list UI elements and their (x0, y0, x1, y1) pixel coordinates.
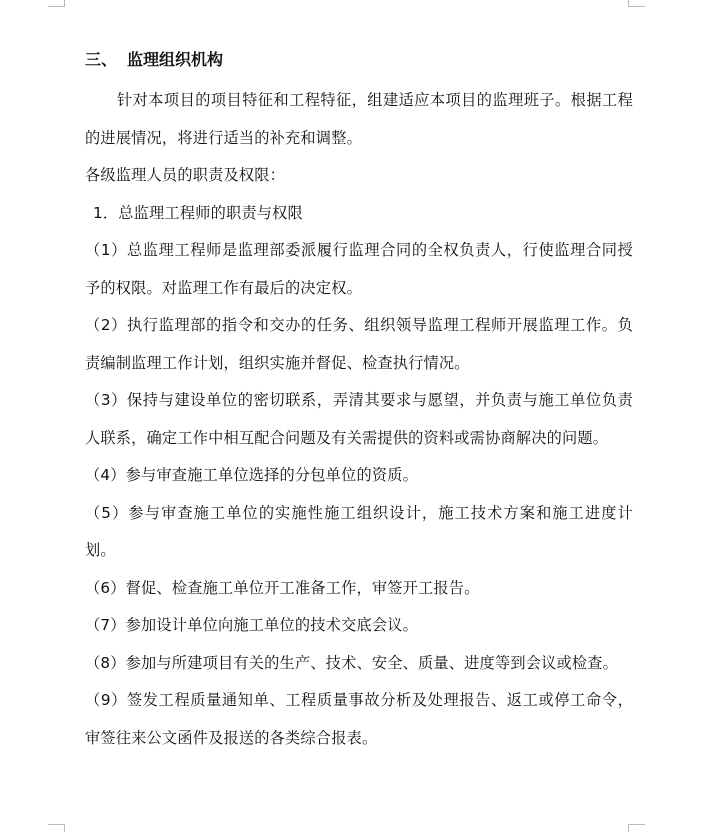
crop-mark-top-left (48, 0, 65, 7)
subsection-title: 1．总监理工程师的职责与权限 (93, 203, 303, 222)
list-item: （6）督促、检查施工单位开工准备工作，审签开工报告。 (85, 578, 480, 597)
document-body (85, 45, 633, 757)
list-item: （3）保持与建设单位的密切联系，弄清其要求与愿望，并负责与施工单位负责人联系，确定工作中相互配合问题及有关需提供的资料或需协商解决的问题。 (85, 391, 633, 447)
list-item: （7）参加设计单位向施工单位的技术交底会议。 (85, 616, 419, 634)
list-item: （4）参与审查施工单位选择的分包单位的资质。 (85, 466, 419, 484)
crop-mark-top-right (628, 0, 645, 7)
section-title: 监理组织机构 (127, 50, 224, 69)
list-item: （1）总监理工程师是监理部委派履行监理合同的全权负责人，行使监理合同授予的权限。对监理工作有最后的决定权。 (85, 241, 633, 297)
list-item: （8）参加与所建项目有关的生产、技术、安全、质量、进度等到会议或检查。 (85, 653, 619, 672)
intro-paragraph: 针对本项目的项目特征和工程特征，组建适应本项目的监理班子。根据工程的进展情况，将进行适当的补充和调整。 (85, 91, 633, 147)
section-number: 三、 (85, 50, 118, 69)
list-item: （5）参与审查施工单位的实施性施工组织设计，施工技术方案和施工进度计划。 (85, 503, 633, 559)
list-item: （2）执行监理部的指令和交办的任务、组织领导监理工程师开展监理工作。负责编制监理工作计划，组织实施并督促、检查执行情况。 (85, 316, 633, 372)
responsibilities-intro: 各级监理人员的职责及权限： (85, 166, 286, 184)
list-item: （9）签发工程质量通知单、工程质量事故分析及处理报告、返工或停工命令，审签往来公文函件及报送的各类综合报表。 (85, 691, 633, 747)
section-heading (85, 45, 633, 75)
